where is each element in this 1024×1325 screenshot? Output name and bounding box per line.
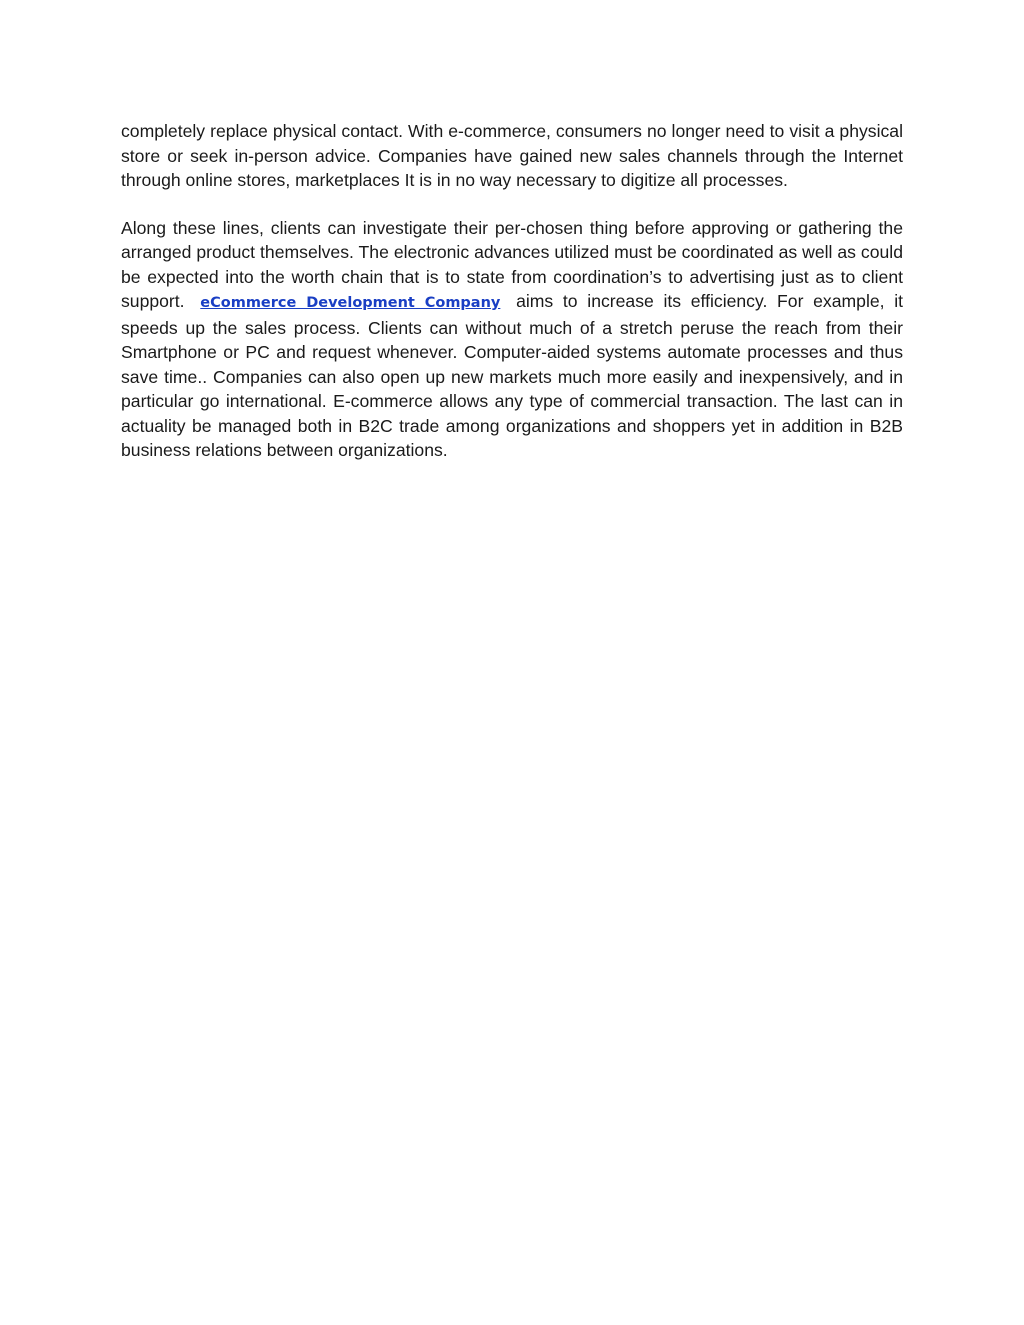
ecommerce-development-company-link[interactable]: eCommerce Development Company xyxy=(200,295,501,311)
document-body xyxy=(121,119,903,463)
paragraph-2 xyxy=(121,216,903,463)
paragraph-1: completely replace physical contact. With e-commerce, consumers no longer need to visit a physical store or seek in-person advice. Companies have gained new sales channels through the Internet through online stores, marketplaces It is in no way necessary to digitize all processes. xyxy=(121,121,903,190)
paragraph-2-text-end: aims to increase its efficiency. For example, it speeds up the sales process. Clients can without much of a stretch peruse the reach from their Smartphone or PC and request whenever. Computer-aided systems automate processes and thus save time.. Companies can also open up new markets much more easily and inexpensively, and in particular go international. E-commerce allows any type of commercial transaction. The last can in actuality be managed both in B2C trade among organizations and shoppers yet in addition in B2B business relations between organizations. xyxy=(121,291,904,460)
paragraph-2-text-start: Along these lines, clients can investigate their per-chosen thing before approving or gathering the arranged product themselves. The electronic advances utilized must be coordinated as well as could be expected into the worth chain that is to state from coordination’s to advertising just as to client support. xyxy=(121,217,903,311)
